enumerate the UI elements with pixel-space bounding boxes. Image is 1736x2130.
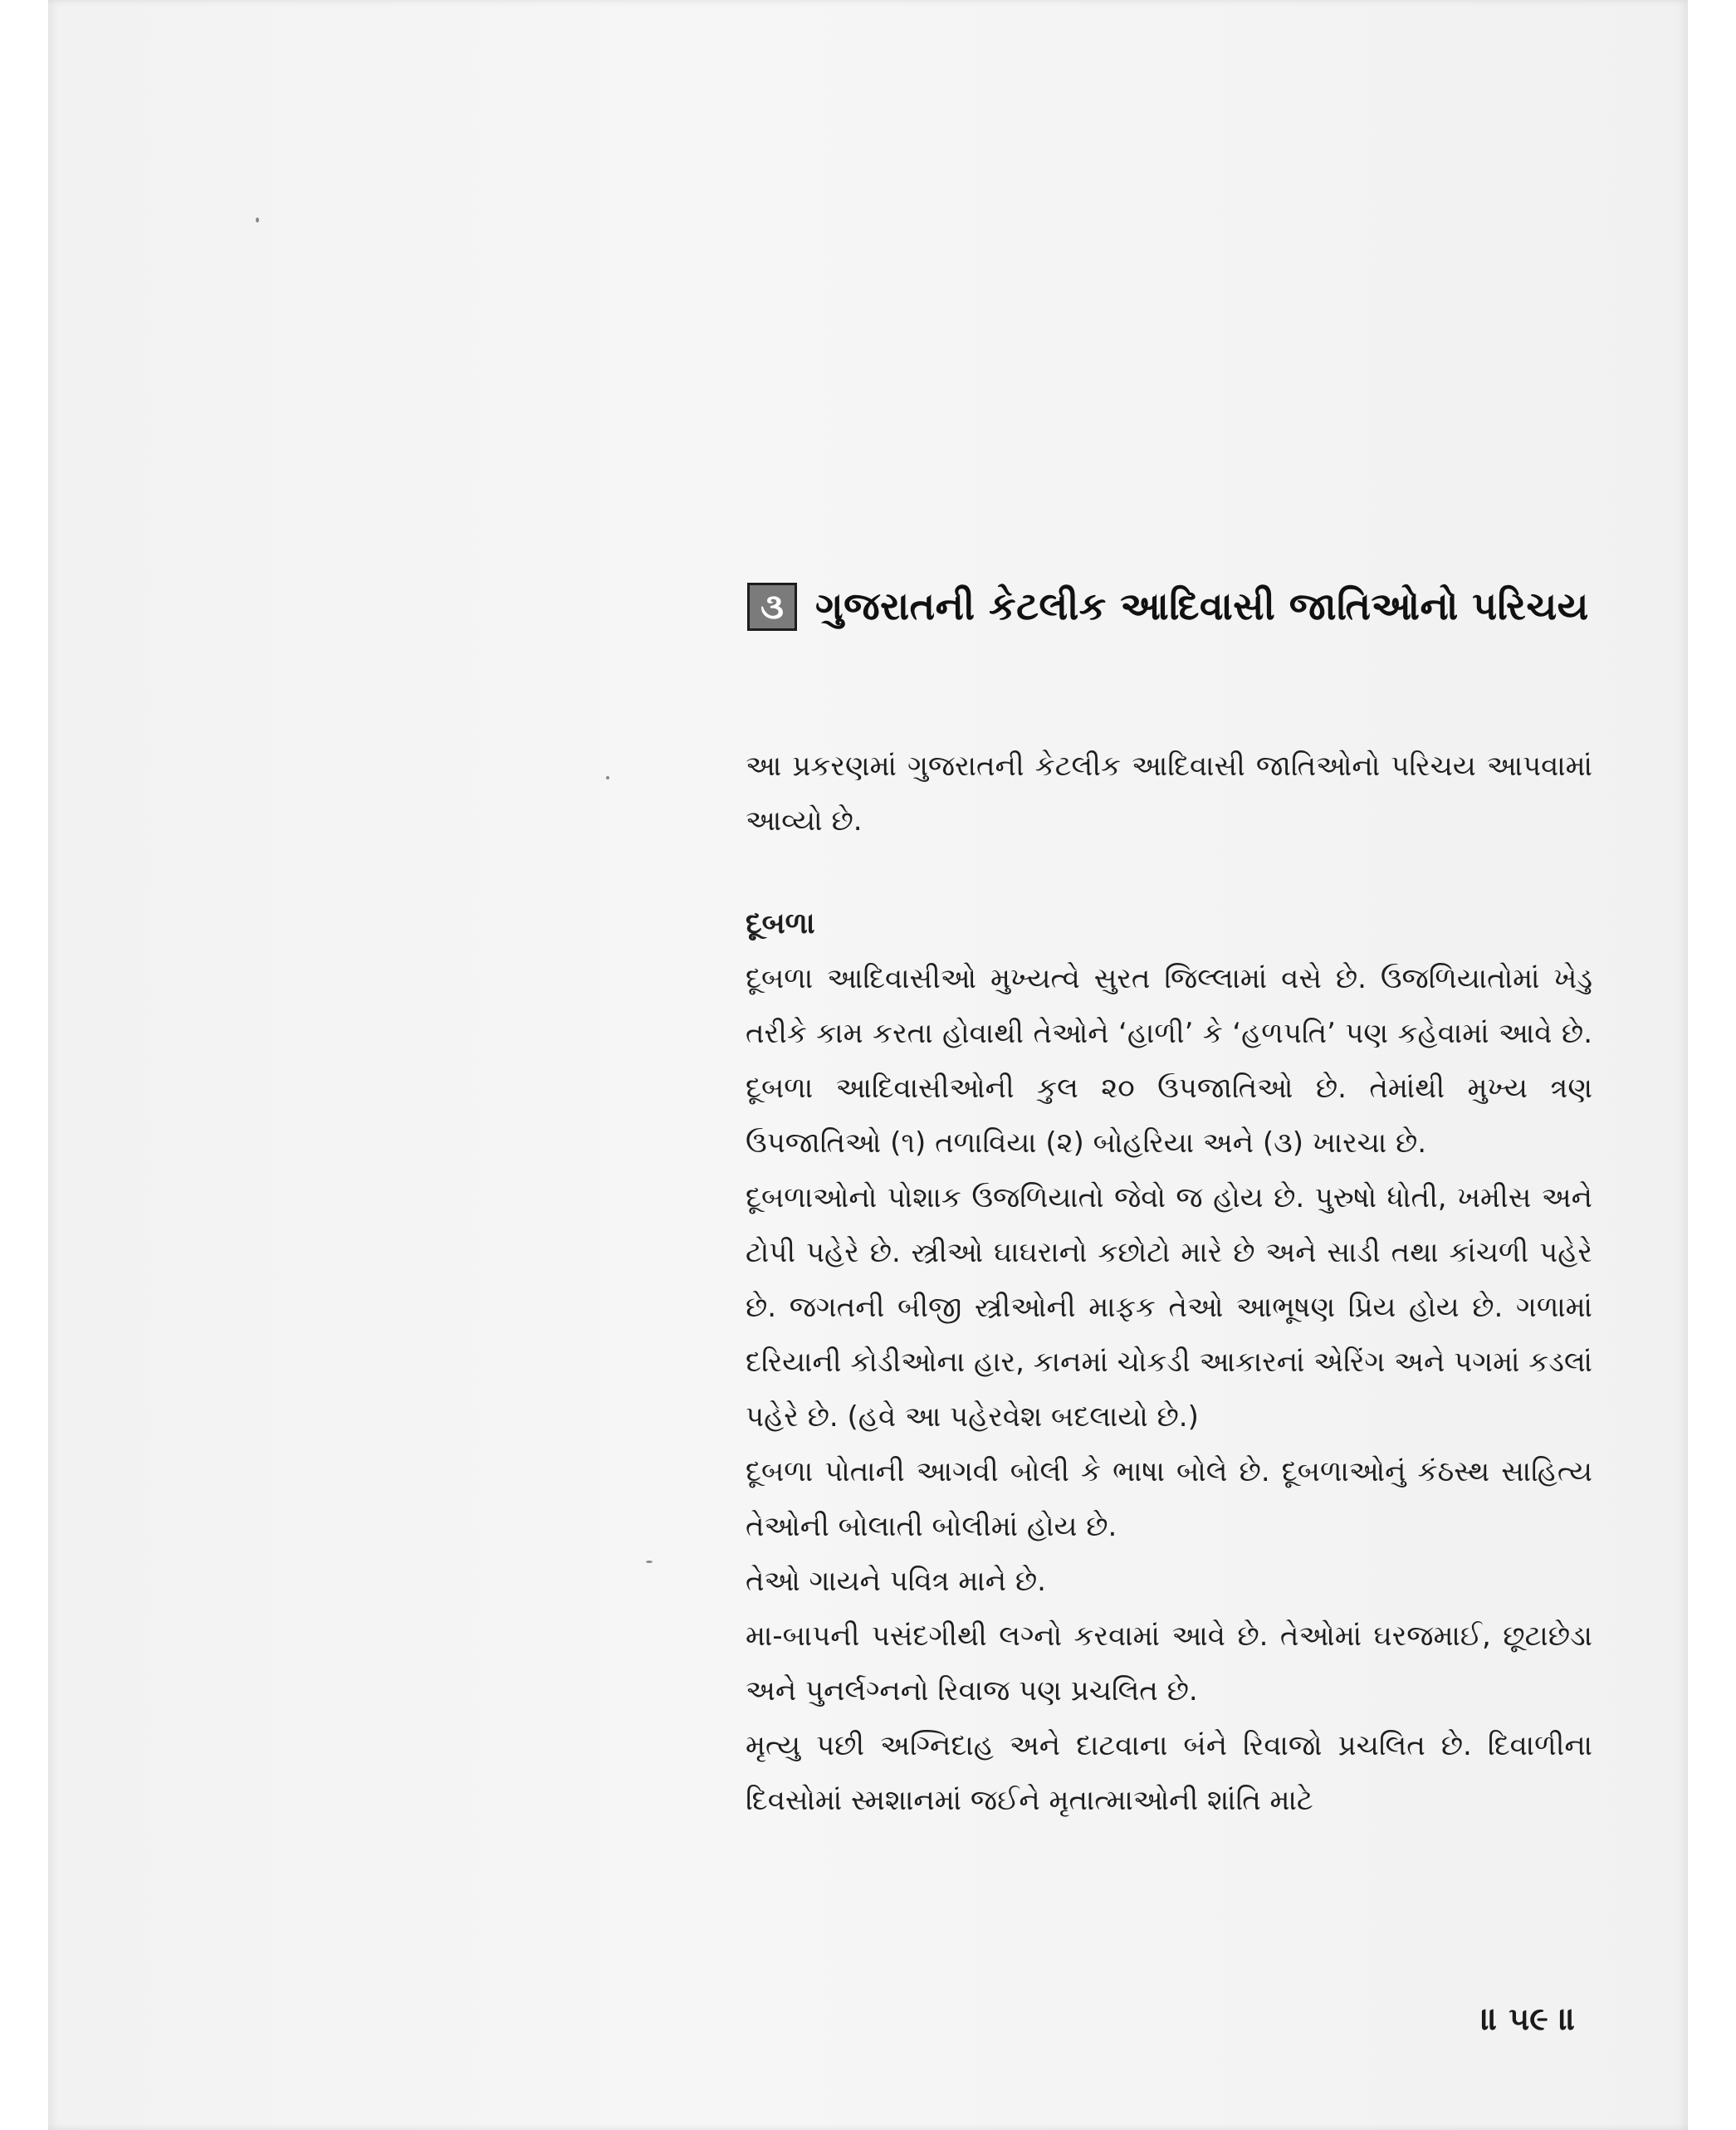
paragraph: મૃત્યુ પછી અગ્નિદાહ અને દાટવાના બંને રિવાજો પ્રચલિત છે. દિવાળીના દિવસોમાં સ્મશાનમાં જઈને મૃતાત્માઓની શાંતિ માટે (746, 1729, 1592, 1817)
paper-speck (646, 1561, 653, 1563)
chapter-title: ગુજરાતની કેટલીક આદિવાસી જાતિઓનો પરિચય (815, 584, 1589, 628)
paper-speck (256, 217, 259, 222)
paragraph: દૂબળા પોતાની આગવી બોલી કે ભાષા બોલે છે. દૂબળાઓનું કંઠસ્થ સાહિત્ય તેઓની બોલાતી બોલીમાં હોય છે. (746, 1455, 1592, 1543)
paragraph: મા-બાપની પસંદગીથી લગ્નો કરવામાં આવે છે. તેઓમાં ઘરજમાઈ, છૂટાછેડા અને પુનર્લગ્નનો રિવાજ પણ પ્રચલિત છે. (746, 1619, 1592, 1707)
intro-paragraph: આ પ્રકરણમાં ગુજરાતની કેટલીક આદિવાસી જાતિઓનો પરિચય આપવામાં આવ્યો છે. (746, 750, 1592, 838)
paper-speck (606, 776, 609, 779)
section-heading: દૂબળા (746, 907, 815, 940)
paragraph: દૂબળા આદિવાસીઓ મુખ્યત્વે સુરત જિલ્લામાં વસે છે. ઉજળિયાતોમાં ખેડુ તરીકે કામ કરતા હોવાથી તેઓને ‘હાળી’ કે ‘હળપતિ’ પણ કહેવામાં આવે છે. દૂબળા આદિવાસીઓની કુલ ૨૦ ઉપજાતિઓ છે. તેમાંથી મુખ્ય ત્રણ ઉપજાતિઓ (૧) તળાવિયા (૨) બોહરિયા અને (૩) ખારચા છે. (746, 962, 1592, 1160)
chapter-header (747, 574, 1589, 639)
page-number: ॥ ૫૯ ॥ (1481, 2001, 1577, 2037)
paragraph: દૂબળાઓનો પોશાક ઉજળિયાતો જેવો જ હોય છે. પુરુષો ધોતી, ખમીસ અને ટોપી પહેરે છે. સ્ત્રીઓ ઘાઘરાનો કછોટો મારે છે અને સાડી તથા કાંચળી પહેરે છે. જગતની બીજી સ્ત્રીઓની માફક તેઓ આભૂષણ પ્રિય હોય છે. ગળામાં દરિયાની કોડીઓના હાર, કાનમાં ચોકડી આકારનાં એરિંગ અને પગમાં કડલાં પહેરે છે. (હવે આ પહેરવેશ બદલાયો છે.) (746, 1181, 1592, 1434)
paragraph: તેઓ ગાયને પવિત્ર માને છે. (746, 1565, 1046, 1598)
chapter-number-badge: ૩ (747, 583, 797, 631)
body-text (746, 739, 1592, 1828)
